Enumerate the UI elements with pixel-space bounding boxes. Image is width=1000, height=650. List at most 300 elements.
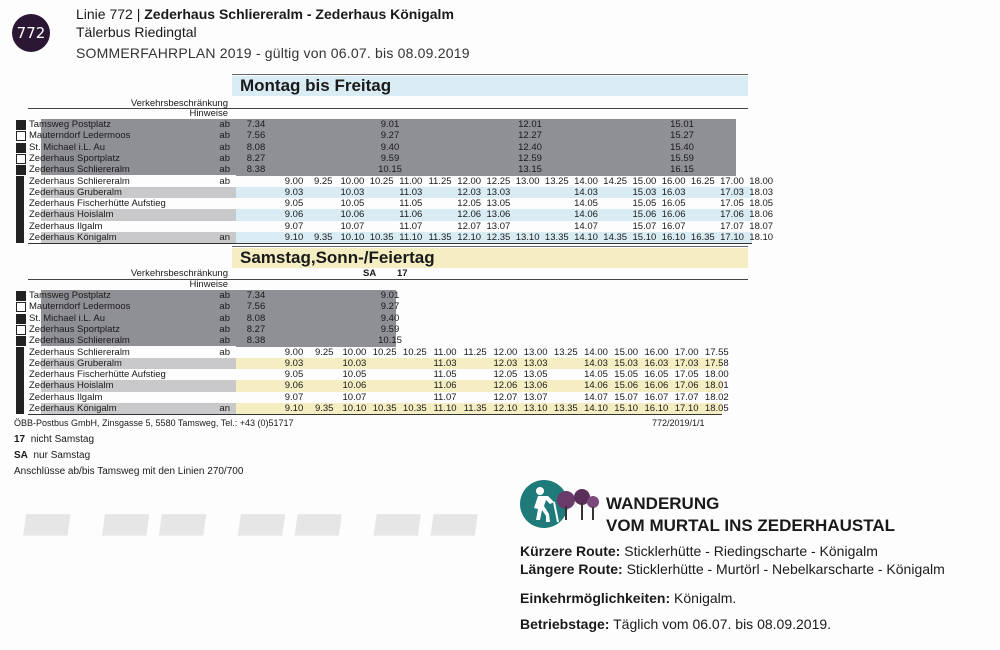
time-cell: 18.05 xyxy=(749,198,774,210)
time-cell: 16.35 xyxy=(690,232,715,243)
time-cell: 11.35 xyxy=(428,232,452,243)
long-route-label: Längere Route: xyxy=(520,561,623,577)
table-bottom-rule xyxy=(28,414,722,415)
time-cell xyxy=(543,198,571,209)
stop-marker xyxy=(16,198,24,209)
time-cell: 9.10 xyxy=(284,403,304,414)
time-cell: 15.06 xyxy=(632,209,657,221)
time-cell: 11.25 xyxy=(463,346,487,358)
time-cell: 18.06 xyxy=(749,209,774,221)
time-cell: 14.06 xyxy=(584,380,608,392)
time-cell: 13.06 xyxy=(523,380,548,392)
stop-direction xyxy=(210,380,230,391)
feeder-time: 9.27 xyxy=(380,301,400,313)
hike-title-2: VOM MURTAL INS ZEDERHAUSTAL xyxy=(606,516,895,535)
feeder-time: 7.34 xyxy=(246,119,266,130)
time-cell: 17.05 xyxy=(674,369,699,381)
stop-direction: ab xyxy=(219,175,230,187)
time-cell: 14.05 xyxy=(574,198,598,210)
time-cell xyxy=(310,392,338,403)
long-route-text: Sticklerhütte - Murtörl - Nebelkarscharte - Königalm xyxy=(626,561,945,577)
time-cell: 15.10 xyxy=(632,232,657,243)
time-cell: 12.06 xyxy=(493,380,518,392)
time-cell: 13.06 xyxy=(486,209,511,221)
time-cell: 9.05 xyxy=(284,198,304,210)
time-cell: 17.03 xyxy=(674,357,699,369)
time-cell: 17.10 xyxy=(674,403,699,414)
operator-info: ÖBB-Postbus GmbH, Zinsgasse 5, 5580 Tamsweg, Tel.: +43 (0)51717 xyxy=(14,418,294,428)
stop-direction xyxy=(210,209,230,220)
feeder-time: 7.56 xyxy=(246,130,266,142)
time-cell: 17.06 xyxy=(674,380,699,392)
time-cell: 12.05 xyxy=(457,198,482,210)
feeder-marker xyxy=(16,120,26,130)
stop-marker xyxy=(16,221,24,232)
time-cell: 12.03 xyxy=(493,357,518,369)
stop-marker xyxy=(16,392,24,403)
operating-days xyxy=(520,616,831,632)
time-cell: 15.10 xyxy=(614,403,639,414)
time-cell xyxy=(368,209,396,220)
time-cell: 16.10 xyxy=(644,403,669,414)
time-cell: 16.05 xyxy=(661,198,686,210)
stop-marker xyxy=(16,347,24,358)
table-bottom-rule xyxy=(28,243,752,244)
stop-direction: ab xyxy=(219,312,230,324)
feeder-time: 8.38 xyxy=(246,164,266,176)
time-cell: 10.03 xyxy=(340,186,365,198)
time-cell: 11.35 xyxy=(463,403,487,414)
time-cell: 9.35 xyxy=(314,403,334,414)
time-cell: 14.00 xyxy=(574,175,598,187)
time-cell: 10.10 xyxy=(342,403,367,414)
time-cell: 11.00 xyxy=(399,175,423,187)
time-cell xyxy=(543,209,571,220)
stop-direction: an xyxy=(219,403,230,414)
time-cell: 13.03 xyxy=(523,357,548,369)
stop-direction xyxy=(210,369,230,380)
time-cell: 11.07 xyxy=(433,391,457,403)
time-cell xyxy=(368,221,396,232)
note-sa xyxy=(14,450,90,461)
feeder-time: 9.01 xyxy=(380,119,400,130)
restriction-label: Verkehrsbeschränkung xyxy=(130,98,228,109)
stop-direction xyxy=(210,198,230,209)
feeder-time: 12.59 xyxy=(518,152,542,164)
time-cell: 9.35 xyxy=(313,232,333,243)
time-cell: 10.25 xyxy=(369,175,394,187)
rest-stops-label: Einkehrmöglichkeiten: xyxy=(520,590,671,606)
time-cell: 11.07 xyxy=(399,220,423,232)
time-cell xyxy=(309,198,337,209)
time-cell: 10.07 xyxy=(342,391,367,403)
stop-name: Zederhaus Fischerhütte Aufstieg xyxy=(29,369,166,381)
long-route xyxy=(520,561,945,577)
hike-title-1: WANDERUNG xyxy=(606,494,720,513)
time-cell xyxy=(368,187,396,198)
time-cell: 10.25 xyxy=(402,346,427,358)
stop-name: Zederhaus Ilgalm xyxy=(29,220,103,232)
background-watermark: ▬ ▬▬ ▬▬ ▬▬ xyxy=(15,486,489,554)
time-cell: 17.07 xyxy=(720,220,744,232)
feeder-time: 9.59 xyxy=(380,152,400,164)
time-cell: 10.25 xyxy=(372,346,397,358)
time-cell: 18.05 xyxy=(704,403,729,414)
time-cell xyxy=(371,358,399,369)
time-cell xyxy=(371,392,399,403)
time-cell: 17.06 xyxy=(720,209,744,221)
weekend-timetable xyxy=(14,290,754,414)
time-cell: 12.07 xyxy=(493,391,518,403)
weekday-timetable xyxy=(14,119,774,243)
feeder-time: 9.40 xyxy=(380,312,400,324)
trees-icon xyxy=(556,488,600,526)
feeder-block xyxy=(236,119,736,176)
time-cell: 12.10 xyxy=(493,403,518,414)
time-cell: 16.07 xyxy=(661,220,686,232)
time-cell xyxy=(401,369,429,380)
time-cell: 11.10 xyxy=(399,232,423,243)
time-cell: 10.03 xyxy=(342,357,367,369)
time-cell xyxy=(601,198,629,209)
time-cell: 13.05 xyxy=(486,198,511,210)
feeder-marker xyxy=(16,291,26,301)
feeder-time: 8.08 xyxy=(246,141,266,153)
time-cell: 10.35 xyxy=(369,232,394,243)
feeder-time: 9.40 xyxy=(380,141,400,153)
stop-marker xyxy=(16,232,24,243)
stop-name: Tamsweg Postplatz xyxy=(29,290,111,301)
route-title: Zederhaus Schliereralm - Zederhaus Königalm xyxy=(144,6,454,22)
time-cell xyxy=(552,392,580,403)
time-cell xyxy=(514,198,542,209)
time-cell: 10.05 xyxy=(342,369,367,381)
stop-direction: ab xyxy=(219,290,230,301)
short-route-text: Sticklerhütte - Riedingscharte - Königalm xyxy=(624,543,878,559)
feeder-time: 7.56 xyxy=(246,301,266,313)
stop-direction xyxy=(210,392,230,403)
time-cell: 15.03 xyxy=(632,186,657,198)
time-cell: 11.05 xyxy=(399,198,423,210)
time-cell: 14.10 xyxy=(574,232,598,243)
time-cell: 13.00 xyxy=(523,346,548,358)
time-cell: 16.10 xyxy=(661,232,686,243)
time-cell: 16.07 xyxy=(644,391,669,403)
time-cell: 9.10 xyxy=(284,232,304,243)
stop-direction: ab xyxy=(219,346,230,358)
page-title xyxy=(76,6,454,22)
rest-stops xyxy=(520,590,736,606)
time-cell xyxy=(309,209,337,220)
time-cell: 16.06 xyxy=(661,209,686,221)
time-cell: 12.00 xyxy=(457,175,482,187)
time-cell xyxy=(689,198,717,209)
time-cell xyxy=(543,187,571,198)
restriction-label-2: Verkehrsbeschränkung xyxy=(130,268,228,279)
stop-name: Zederhaus Königalm xyxy=(29,232,117,243)
time-cell: 12.25 xyxy=(486,175,511,187)
time-cell xyxy=(461,369,489,380)
stop-name: Mauterndorf Ledermoos xyxy=(29,130,131,142)
time-cell xyxy=(689,209,717,220)
feeder-time: 8.27 xyxy=(246,323,266,335)
time-cell xyxy=(310,358,338,369)
stop-name: Zederhaus Hoislalm xyxy=(29,209,114,221)
stop-name: Tamsweg Postplatz xyxy=(29,119,111,130)
feeder-time: 9.01 xyxy=(380,290,400,301)
time-cell: 10.07 xyxy=(340,220,365,232)
feeder-marker xyxy=(16,314,26,324)
feeder-time: 9.27 xyxy=(380,130,400,142)
time-cell: 9.07 xyxy=(284,220,304,232)
time-cell: 16.00 xyxy=(644,346,669,358)
time-cell: 14.03 xyxy=(574,186,598,198)
stop-name: Zederhaus Schliereralm xyxy=(29,335,130,347)
feeder-time: 15.27 xyxy=(670,130,694,142)
stop-marker xyxy=(16,209,24,220)
time-cell: 13.10 xyxy=(523,403,548,414)
time-cell: 11.06 xyxy=(399,209,423,221)
time-cell: 16.00 xyxy=(661,175,686,187)
time-cell xyxy=(309,187,337,198)
time-cell: 11.25 xyxy=(428,175,452,187)
time-cell: 15.00 xyxy=(614,346,639,358)
time-cell: 15.00 xyxy=(632,175,657,187)
stop-marker xyxy=(16,358,24,369)
time-cell: 14.10 xyxy=(584,403,608,414)
operating-days-text: Täglich vom 06.07. bis 08.09.2019. xyxy=(613,616,832,632)
time-cell xyxy=(689,187,717,198)
feeder-time: 9.59 xyxy=(380,323,400,335)
stop-direction xyxy=(210,187,230,198)
time-cell: 17.55 xyxy=(704,346,729,358)
time-cell xyxy=(371,369,399,380)
stop-direction: ab xyxy=(219,141,230,153)
season-info: SOMMERFAHRPLAN 2019 - gültig von 06.07. bis 08.09.2019 xyxy=(76,45,470,61)
time-cell: 13.07 xyxy=(486,220,511,232)
time-cell xyxy=(371,380,399,391)
note-key: SA xyxy=(14,450,28,461)
note-text: nur Samstag xyxy=(33,450,91,461)
time-cell: 11.06 xyxy=(433,380,457,392)
feeder-time: 12.27 xyxy=(518,130,542,142)
time-cell: 13.35 xyxy=(553,403,578,414)
time-cell: 15.07 xyxy=(614,391,639,403)
time-cell xyxy=(401,380,429,391)
time-cell: 17.07 xyxy=(674,391,699,403)
time-cell xyxy=(514,187,542,198)
stop-direction xyxy=(210,358,230,369)
time-cell: 10.35 xyxy=(372,403,397,414)
time-cell: 11.03 xyxy=(399,186,423,198)
time-cell xyxy=(601,187,629,198)
time-cell: 9.06 xyxy=(284,209,304,221)
time-cell: 12.00 xyxy=(493,346,518,358)
feeder-time: 13.15 xyxy=(518,164,542,176)
time-cell: 14.05 xyxy=(584,369,608,381)
time-cell: 14.35 xyxy=(603,232,628,243)
time-cell: 13.25 xyxy=(544,175,569,187)
time-cell: 17.00 xyxy=(720,175,744,187)
time-cell: 17.05 xyxy=(720,198,744,210)
time-cell xyxy=(552,380,580,391)
feeder-time: 12.01 xyxy=(518,119,542,130)
time-cell: 9.03 xyxy=(284,357,304,369)
time-cell xyxy=(426,187,454,198)
time-cell: 9.03 xyxy=(284,186,304,198)
timetable-code: 772/2019/1/1 xyxy=(652,418,705,428)
time-cell: 10.00 xyxy=(340,175,365,187)
time-cell: 13.05 xyxy=(523,369,548,381)
time-cell: 15.05 xyxy=(614,369,639,381)
note-text: nicht Samstag xyxy=(30,434,95,445)
time-cell: 13.10 xyxy=(515,232,540,243)
feeder-time: 12.40 xyxy=(518,141,542,153)
stop-name: Zederhaus Ilgalm xyxy=(29,391,103,403)
time-cell: 15.06 xyxy=(614,380,639,392)
time-cell: 10.10 xyxy=(340,232,365,243)
time-cell xyxy=(601,221,629,232)
stop-direction: ab xyxy=(219,164,230,176)
hinweise-label: Hinweise xyxy=(189,108,228,119)
time-cell: 17.00 xyxy=(674,346,699,358)
stop-direction: ab xyxy=(219,301,230,313)
rest-stops-text: Königalm. xyxy=(674,590,737,606)
time-cell: 10.06 xyxy=(340,209,365,221)
time-cell xyxy=(426,198,454,209)
time-cell: 11.03 xyxy=(433,357,457,369)
feeder-time: 15.40 xyxy=(670,141,694,153)
stop-name: Zederhaus Sportplatz xyxy=(29,152,120,164)
time-cell: 18.03 xyxy=(749,186,774,198)
stop-name: Zederhaus Sportplatz xyxy=(29,323,120,335)
feeder-time: 8.38 xyxy=(246,335,266,347)
feeder-time: 8.08 xyxy=(246,312,266,324)
feeder-marker xyxy=(16,336,26,346)
feeder-time: 8.27 xyxy=(246,152,266,164)
stop-marker xyxy=(16,176,24,187)
stop-name: Zederhaus Fischerhütte Aufstieg xyxy=(29,198,166,210)
stop-direction: ab xyxy=(219,152,230,164)
time-cell: 18.10 xyxy=(749,232,774,243)
time-cell: 15.03 xyxy=(614,357,639,369)
stop-direction: ab xyxy=(219,323,230,335)
stop-name: St. Michael i.L. Au xyxy=(29,312,106,324)
restriction-sa: SA xyxy=(363,268,377,279)
time-cell: 12.10 xyxy=(457,232,482,243)
stop-name: Zederhaus Schliereralm xyxy=(29,164,130,176)
stop-name: Zederhaus Hoislalm xyxy=(29,380,114,392)
time-cell xyxy=(461,392,489,403)
time-cell: 17.58 xyxy=(704,357,729,369)
time-cell xyxy=(461,380,489,391)
time-cell xyxy=(552,369,580,380)
time-cell: 11.10 xyxy=(433,403,457,414)
time-cell xyxy=(310,369,338,380)
time-cell: 13.00 xyxy=(515,175,540,187)
short-route xyxy=(520,543,878,559)
stop-marker xyxy=(16,369,24,380)
time-cell: 12.07 xyxy=(457,220,482,232)
feeder-marker xyxy=(16,154,26,164)
stop-direction: ab xyxy=(219,130,230,142)
time-cell: 14.00 xyxy=(584,346,608,358)
time-cell: 11.05 xyxy=(433,369,457,381)
time-cell: 9.07 xyxy=(284,391,304,403)
time-cell xyxy=(310,380,338,391)
time-cell: 16.05 xyxy=(644,369,669,381)
stop-name: Zederhaus Gruberalm xyxy=(29,186,122,198)
time-cell: 12.06 xyxy=(457,209,482,221)
time-cell xyxy=(309,221,337,232)
feeder-marker xyxy=(16,302,26,312)
time-cell: 16.03 xyxy=(661,186,686,198)
time-cell xyxy=(401,358,429,369)
time-cell: 17.10 xyxy=(720,232,744,243)
stop-name: Zederhaus Gruberalm xyxy=(29,357,122,369)
subtitle: Tälerbus Riedingtal xyxy=(76,24,197,40)
hinweise-label-2: Hinweise xyxy=(189,279,228,290)
stop-direction: an xyxy=(219,232,230,243)
time-cell: 13.07 xyxy=(523,391,548,403)
note-17 xyxy=(14,434,94,445)
time-cell xyxy=(426,221,454,232)
time-cell: 15.05 xyxy=(632,198,657,210)
stop-name: Zederhaus Königalm xyxy=(29,403,117,414)
time-cell xyxy=(368,198,396,209)
weekday-title: Montag bis Freitag xyxy=(232,76,748,96)
stop-name: St. Michael i.L. Au xyxy=(29,141,106,153)
short-route-label: Kürzere Route: xyxy=(520,543,621,559)
time-cell: 12.03 xyxy=(457,186,482,198)
time-cell: 12.05 xyxy=(493,369,518,381)
feeder-time: 10.15 xyxy=(378,335,402,347)
stop-direction xyxy=(210,221,230,232)
note-key: 17 xyxy=(14,434,26,445)
stop-name: Mauterndorf Ledermoos xyxy=(29,301,131,313)
time-cell: 10.00 xyxy=(342,346,367,358)
time-cell: 10.06 xyxy=(342,380,367,392)
time-cell: 16.06 xyxy=(644,380,669,392)
time-cell: 18.01 xyxy=(704,380,729,392)
restriction-17: 17 xyxy=(397,268,408,279)
time-cell: 17.03 xyxy=(720,186,744,198)
time-cell xyxy=(426,209,454,220)
feeder-time: 7.34 xyxy=(246,290,266,301)
time-cell: 9.00 xyxy=(284,346,304,358)
time-cell xyxy=(543,221,571,232)
feeder-time: 15.59 xyxy=(670,152,694,164)
stop-direction: ab xyxy=(219,119,230,130)
time-cell: 18.02 xyxy=(704,391,729,403)
time-cell: 16.25 xyxy=(690,175,715,187)
time-cell xyxy=(461,358,489,369)
stop-marker xyxy=(16,187,24,198)
line-label: Linie 772 | xyxy=(76,6,141,22)
stop-marker xyxy=(16,403,24,414)
time-cell: 12.35 xyxy=(486,232,511,243)
feeder-time: 15.01 xyxy=(670,119,694,130)
time-cell: 15.07 xyxy=(632,220,657,232)
stop-direction: ab xyxy=(219,335,230,347)
time-cell: 9.00 xyxy=(284,175,304,187)
time-cell: 13.25 xyxy=(553,346,578,358)
time-cell: 18.07 xyxy=(749,220,774,232)
time-cell: 14.25 xyxy=(603,175,628,187)
line-badge: 772 xyxy=(12,14,50,52)
time-cell: 13.35 xyxy=(544,232,569,243)
weekend-title: Samstag,Sonn-/Feiertag xyxy=(232,248,748,268)
